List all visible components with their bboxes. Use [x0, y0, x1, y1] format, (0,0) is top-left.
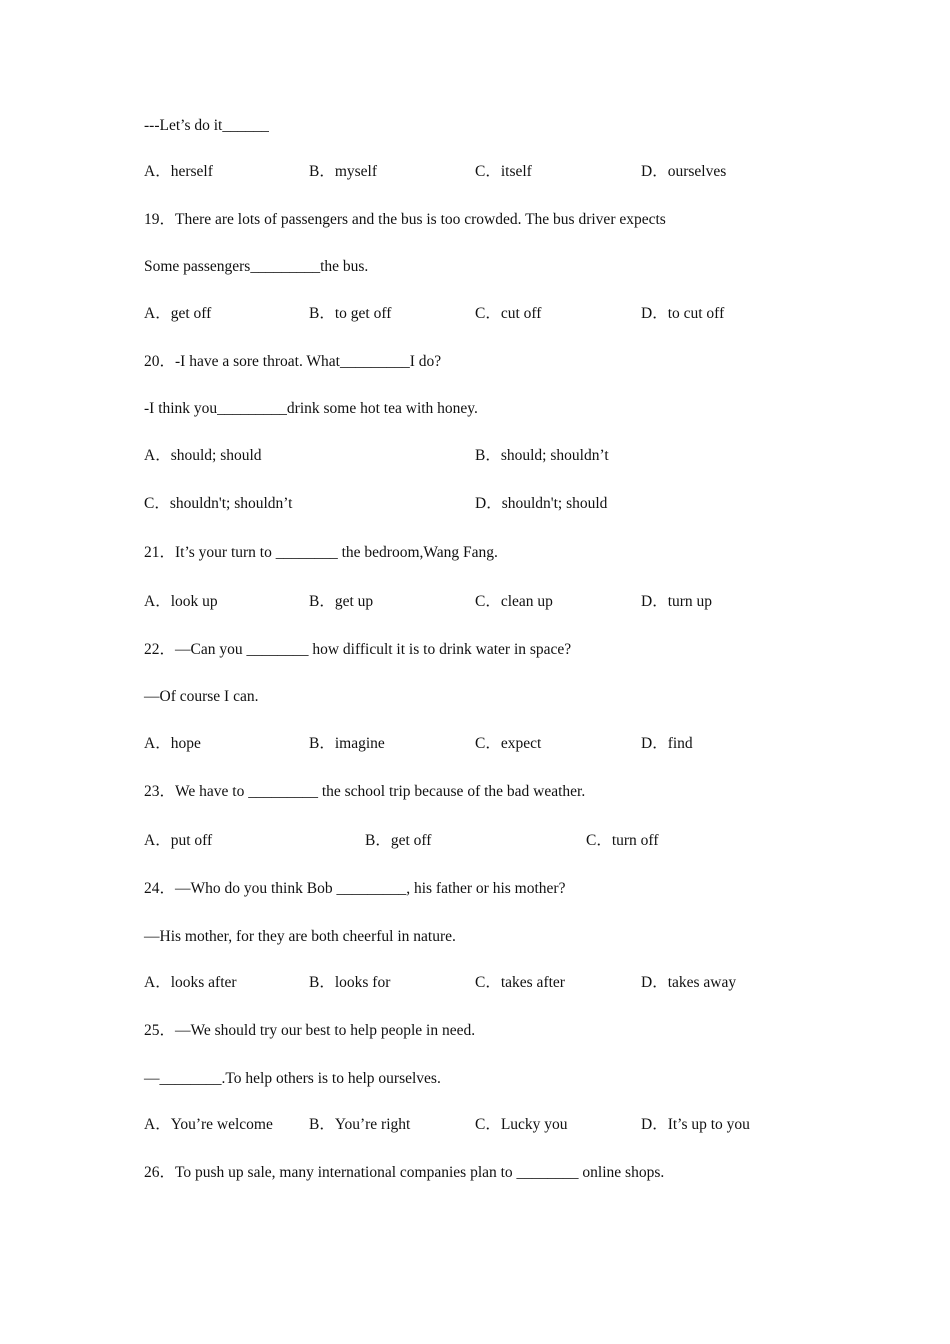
- option-a: A．looks after: [144, 974, 237, 991]
- question-24-stem-cont: —His mother, for they are both cheerful in nature.: [144, 928, 456, 945]
- option-c: C．takes after: [475, 974, 565, 991]
- option-a: A．get off: [144, 305, 212, 322]
- question-20-options-row1: [144, 446, 844, 466]
- question-25-stem: 25．—We should try our best to help people in need.: [144, 1022, 476, 1039]
- option-b: B．imagine: [309, 735, 385, 752]
- option-c: C．cut off: [475, 305, 542, 322]
- question-22-stem-cont: —Of course I can.: [144, 688, 259, 705]
- option-d: D．takes away: [641, 974, 737, 991]
- option-d: D．turn up: [641, 593, 713, 610]
- question-23-stem: 23．We have to _________ the school trip because of the bad weather.: [144, 783, 586, 800]
- question-26-stem: 26．To push up sale, many international companies plan to ________ online shops.: [144, 1164, 665, 1181]
- question-19-stem-cont: Some passengers_________the bus.: [144, 258, 369, 275]
- option-a: A．should; should: [144, 447, 262, 464]
- option-d: D．to cut off: [641, 305, 725, 322]
- option-d: D．find: [641, 735, 693, 752]
- option-c: C．expect: [475, 735, 542, 752]
- question-22-options: [144, 734, 844, 754]
- option-a: A．herself: [144, 163, 213, 180]
- option-b: B．myself: [309, 163, 378, 180]
- option-c: C．turn off: [586, 832, 659, 849]
- option-d: D．ourselves: [641, 163, 727, 180]
- question-25-stem-cont: —________.To help others is to help ourselves.: [144, 1070, 441, 1087]
- option-a: A．You’re welcome: [144, 1116, 273, 1133]
- option-a: A．hope: [144, 735, 201, 752]
- option-b: B．get up: [309, 593, 374, 610]
- question-19-options: [144, 304, 844, 324]
- question-20-stem-cont: -I think you_________drink some hot tea with honey.: [144, 400, 478, 417]
- option-c: C．shouldn't; shouldn’t: [144, 495, 293, 512]
- option-d: D．shouldn't; should: [475, 495, 608, 512]
- option-c: C．clean up: [475, 593, 553, 610]
- option-b: B．should; shouldn’t: [475, 447, 609, 464]
- question-23-options: [144, 831, 844, 851]
- option-c: C．itself: [475, 163, 532, 180]
- question-24-stem: 24．—Who do you think Bob _________, his father or his mother?: [144, 880, 566, 897]
- option-c: C．Lucky you: [475, 1116, 568, 1133]
- option-d: D．It’s up to you: [641, 1116, 750, 1133]
- question-20-stem: 20．-I have a sore throat. What_________I do?: [144, 353, 442, 370]
- question-21-stem: 21．It’s your turn to ________ the bedroom,Wang Fang.: [144, 544, 498, 561]
- option-a: A．look up: [144, 593, 218, 610]
- question-18-options: [144, 162, 844, 182]
- question-24-options: [144, 973, 844, 993]
- question-20-options-row2: [144, 494, 844, 514]
- option-b: B．get off: [365, 832, 432, 849]
- question-18-stem: ---Let’s do it______: [144, 117, 269, 134]
- option-b: B．to get off: [309, 305, 392, 322]
- question-21-options: [144, 592, 844, 612]
- option-b: B．You’re right: [309, 1116, 411, 1133]
- question-19-stem: 19．There are lots of passengers and the bus is too crowded. The bus driver expects: [144, 211, 666, 228]
- option-a: A．put off: [144, 832, 213, 849]
- question-25-options: [144, 1115, 844, 1135]
- question-22-stem: 22．—Can you ________ how difficult it is to drink water in space?: [144, 641, 572, 658]
- option-b: B．looks for: [309, 974, 391, 991]
